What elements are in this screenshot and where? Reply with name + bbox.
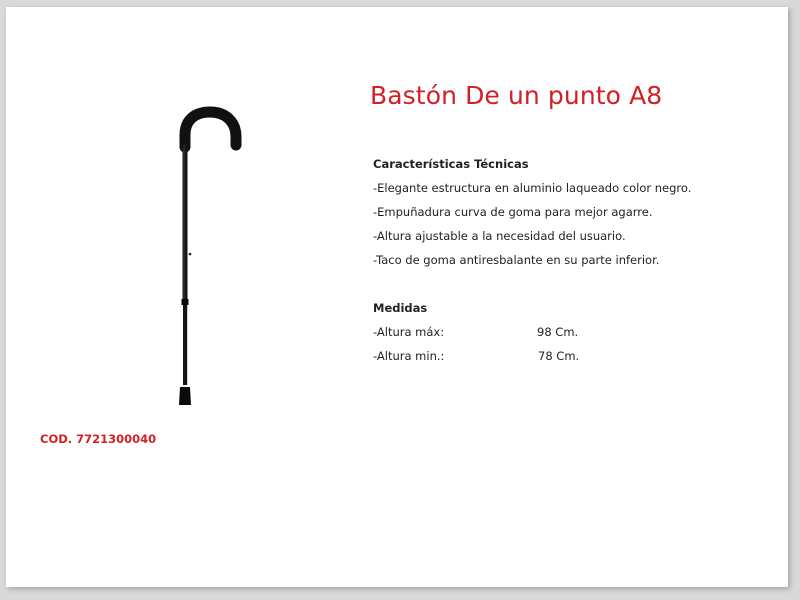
feature-item: -Empuñadura curva de goma para mejor agarre. xyxy=(373,205,653,219)
feature-item: -Taco de goma antiresbalante en su parte inferior. xyxy=(373,253,660,267)
measurement-label-max: -Altura máx: xyxy=(373,325,445,339)
product-code: COD. 7721300040 xyxy=(40,432,157,446)
feature-item: -Altura ajustable a la necesidad del usuario. xyxy=(373,229,626,243)
walking-cane-icon xyxy=(166,105,246,405)
measurements-heading: Medidas xyxy=(373,301,428,315)
measurement-value-min: 78 Cm. xyxy=(538,349,580,363)
measurement-label-min: -Altura min.: xyxy=(373,349,445,363)
measurement-value-max: 98 Cm. xyxy=(537,325,579,339)
feature-item: -Elegante estructura en aluminio laqueado color negro. xyxy=(373,181,692,195)
product-title: Bastón De un punto A8 xyxy=(370,81,663,110)
product-sheet xyxy=(6,7,788,587)
features-heading: Características Técnicas xyxy=(373,157,529,171)
